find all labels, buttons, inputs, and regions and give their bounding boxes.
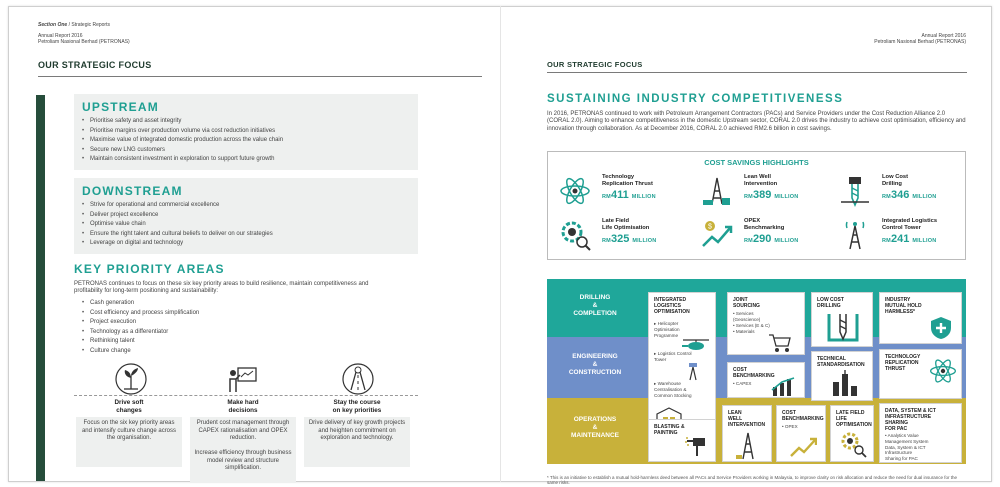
- list-item: • Technology as a differentiator: [82, 328, 199, 338]
- upstream-list: [82, 117, 283, 165]
- saving-name: Low Cost Drilling: [882, 174, 909, 187]
- list-item: • Secure new LNG customers: [82, 146, 283, 156]
- gear-magnifier-icon: [558, 218, 592, 252]
- saving-amount: RM290 MILLION: [744, 233, 799, 245]
- card-title: TECHNICAL STANDARDISATION: [817, 356, 865, 368]
- saving-name: Late Field Life Optimisation: [602, 218, 650, 231]
- report-line-2: Petroliam Nasional Berhad (PETRONAS): [874, 39, 966, 45]
- saving-name: Lean Well Intervention: [744, 174, 778, 187]
- column-key-priorities: [304, 399, 410, 441]
- saving-name: Technology Replication Thrust: [602, 174, 653, 187]
- list-item: • Rethinking talent: [82, 337, 199, 347]
- card-late-field: [830, 405, 874, 462]
- presentation-board-icon: [226, 362, 260, 396]
- list-item: • Prioritise margins over production volume via cost reduction initiatives: [82, 127, 283, 137]
- card-item: • Services (E & C): [733, 323, 770, 328]
- card-title: LATE FIELD LIFE OPTIMISATION: [836, 410, 872, 428]
- column-title: Stay the course on key priorities: [332, 399, 382, 414]
- column-hard-decisions: [190, 399, 296, 471]
- card-technical-standardisation: [811, 351, 873, 401]
- column-title: Drive soft changes: [114, 399, 144, 414]
- control-tower-icon: [683, 361, 703, 381]
- list-item: • Maximise value of integrated domestic production across the value chain: [82, 136, 283, 146]
- atom-icon: [928, 356, 958, 386]
- tower-icon: [838, 218, 872, 252]
- section-label: Section One / Strategic Reports: [38, 22, 110, 28]
- band-label-operations: OPERATIONS & MAINTENANCE: [570, 416, 620, 439]
- card-title: TECHNOLOGY REPLICATION THRUST: [885, 354, 921, 372]
- sustaining-heading: SUSTAINING INDUSTRY COMPETITIVENESS: [547, 93, 844, 105]
- cost-savings-title: COST SAVINGS HIGHLIGHTS: [704, 158, 809, 167]
- bar-chart-icon: [770, 375, 798, 397]
- title-rule: [547, 72, 967, 73]
- saving-name: Integrated Logistics Control Tower: [882, 218, 938, 231]
- card-blasting-painting: [648, 419, 716, 462]
- card-title: COST BENCHMARKING: [782, 410, 824, 422]
- saving-name: OPEX Benchmarking: [744, 218, 785, 231]
- card-low-cost-drilling: [811, 292, 873, 347]
- list-item: • Prioritise safety and asset integrity: [82, 117, 283, 127]
- drill-icon: [826, 310, 860, 344]
- page-gutter: [500, 6, 501, 482]
- column-body: Drive delivery of key growth projects and heighten commitment on exploration and technology.: [304, 417, 410, 467]
- list-item: • Leverage on digital and technology: [82, 239, 273, 249]
- oil-rig-icon: [735, 430, 761, 460]
- column-body: Focus on the six key priority areas and intensify culture change across the organisation.: [76, 417, 182, 467]
- saving-item: [558, 174, 688, 214]
- saving-item: [700, 174, 830, 214]
- kpa-intro: PETRONAS continues to focus on these six key priority areas to build resilience, maintain competitiveness and profitability for long-term positioning and sustainability:: [74, 281, 369, 295]
- card-data-system-ict: [879, 403, 962, 463]
- list-item: • Cash generation: [82, 299, 199, 309]
- list-item: • Ensure the right talent and cultural beliefs to deliver on our strategies: [82, 230, 273, 240]
- saving-item: [838, 174, 968, 214]
- card-item: • Analytics Value Management System Data, System & ICT Infrastructure Sharing for PAC: [885, 433, 929, 462]
- list-item: • Culture change: [82, 347, 199, 357]
- card-title: BLASTING & PAINTING: [654, 424, 685, 436]
- page-title: OUR STRATEGIC FOCUS: [38, 60, 152, 70]
- card-item: • OPEX: [782, 424, 798, 429]
- shield-plus-icon: [928, 315, 954, 341]
- card-lean-well: [722, 405, 772, 462]
- saving-item: [558, 218, 688, 258]
- card-item: • Materials: [733, 329, 755, 334]
- list-item: • Deliver project excellence: [82, 211, 273, 221]
- card-technology-replication: [879, 349, 962, 399]
- downstream-title: DOWNSTREAM: [82, 184, 183, 198]
- card-title: LEAN WELL INTERVENTION: [728, 410, 766, 428]
- kpa-list: [82, 299, 199, 357]
- list-item: • Strive for operational and commercial excellence: [82, 201, 273, 211]
- rising-chart-icon: [789, 434, 817, 458]
- upstream-title: UPSTREAM: [82, 100, 159, 114]
- card-title: INDUSTRY MUTUAL HOLD HARMLESS*: [885, 297, 922, 315]
- saving-amount: RM325 MILLION: [602, 233, 657, 245]
- card-item: ▸ Helicopter Optimisation Programme: [654, 321, 680, 338]
- oil-rig-icon: [700, 174, 734, 208]
- saving-amount: RM389 MILLION: [744, 189, 799, 201]
- helicopter-icon: [681, 337, 711, 351]
- refinery-icon: [830, 368, 860, 398]
- list-item: • Maintain consistent investment in exploration to support future growth: [82, 155, 283, 165]
- report-line-2: Petroliam Nasional Berhad (PETRONAS): [38, 39, 130, 45]
- card-cost-benchmarking-opex: [776, 405, 826, 462]
- title-rule: [38, 76, 482, 77]
- list-item: • Optimise value chain: [82, 220, 273, 230]
- cost-savings-box: [547, 151, 966, 260]
- shopping-cart-icon: [768, 333, 792, 353]
- list-item: • Project execution: [82, 318, 199, 328]
- card-item: • CAPEX: [733, 381, 752, 386]
- page-title: OUR STRATEGIC FOCUS: [547, 60, 643, 69]
- saving-amount: RM346 MILLION: [882, 189, 937, 201]
- kpa-title: KEY PRIORITY AREAS: [74, 262, 225, 276]
- plant-growth-icon: [114, 362, 148, 396]
- card-title: LOW COST DRILLING: [817, 297, 844, 309]
- saving-amount: RM411 MILLION: [602, 189, 656, 201]
- card-item: • Services (Geoscience): [733, 311, 761, 322]
- footnote: * This is an initiative to establish a mutual hold-harmless deed between all PACs and Service Providers working in Malaysia, to improve clarity on risk allocation and reduce the need for dual insurance for the same risks.: [547, 475, 958, 486]
- road-compass-icon: [341, 362, 375, 396]
- card-title: DATA, SYSTEM & ICT INFRASTRUCTURE SHARING FOR PAC: [885, 408, 936, 432]
- column-soft-changes: [76, 399, 182, 441]
- report-line-1: Annual Report 2016: [921, 33, 966, 39]
- gear-magnifier-icon: [839, 430, 867, 458]
- svg-text:$: $: [708, 223, 712, 231]
- card-cost-benchmarking-capex: [727, 362, 805, 398]
- column-body: Prudent cost management through CAPEX rationalisation and OPEX reduction. Increase efficiency through business model review and structure simplification.: [190, 417, 296, 483]
- drill-icon: [838, 174, 872, 208]
- card-title: COST BENCHMARKING: [733, 367, 775, 379]
- spray-gun-icon: [685, 434, 711, 460]
- band-label-drilling: DRILLING & COMPLETION: [573, 294, 617, 317]
- saving-amount: RM241 MILLION: [882, 233, 937, 245]
- card-title: JOINT SOURCING: [733, 297, 760, 309]
- rising-chart-icon: [700, 218, 734, 252]
- accent-bar: [36, 95, 45, 481]
- card-industry-hold-harmless: [879, 292, 962, 344]
- column-title: Make hard decisions: [227, 399, 259, 414]
- band-label-engineering: ENGINEERING & CONSTRUCTION: [568, 353, 622, 376]
- atom-icon: [558, 174, 592, 208]
- saving-item: [838, 218, 968, 258]
- card-title: INTEGRATED LOGISTICS OPTIMISATION: [654, 297, 690, 315]
- sustaining-intro: In 2016, PETRONAS continued to work with Petroleum Arrangement Contractors (PACs) and Service Providers under the Cost Reduction Alliance 2.0 (CORAL 2.0). Aiming to enhance competitiveness in the domestic Upstream sector, CORAL 2.0 drives the industry to achieve cost optimisation, efficiency and innovation through collaboration. As at December 2016, CORAL 2.0 achieved RM2.6 billion in cost savings.: [547, 111, 966, 132]
- list-item: • Cost efficiency and process simplification: [82, 309, 199, 319]
- card-item: ▸ Logistics Control Tower: [654, 351, 692, 362]
- downstream-list: [82, 201, 273, 249]
- report-line-1: Annual Report 2016: [38, 33, 83, 39]
- saving-item: [700, 218, 830, 258]
- card-item: ▸ Warehouse Centralisation & Common Stocking: [654, 381, 692, 398]
- card-joint-sourcing: [727, 292, 805, 355]
